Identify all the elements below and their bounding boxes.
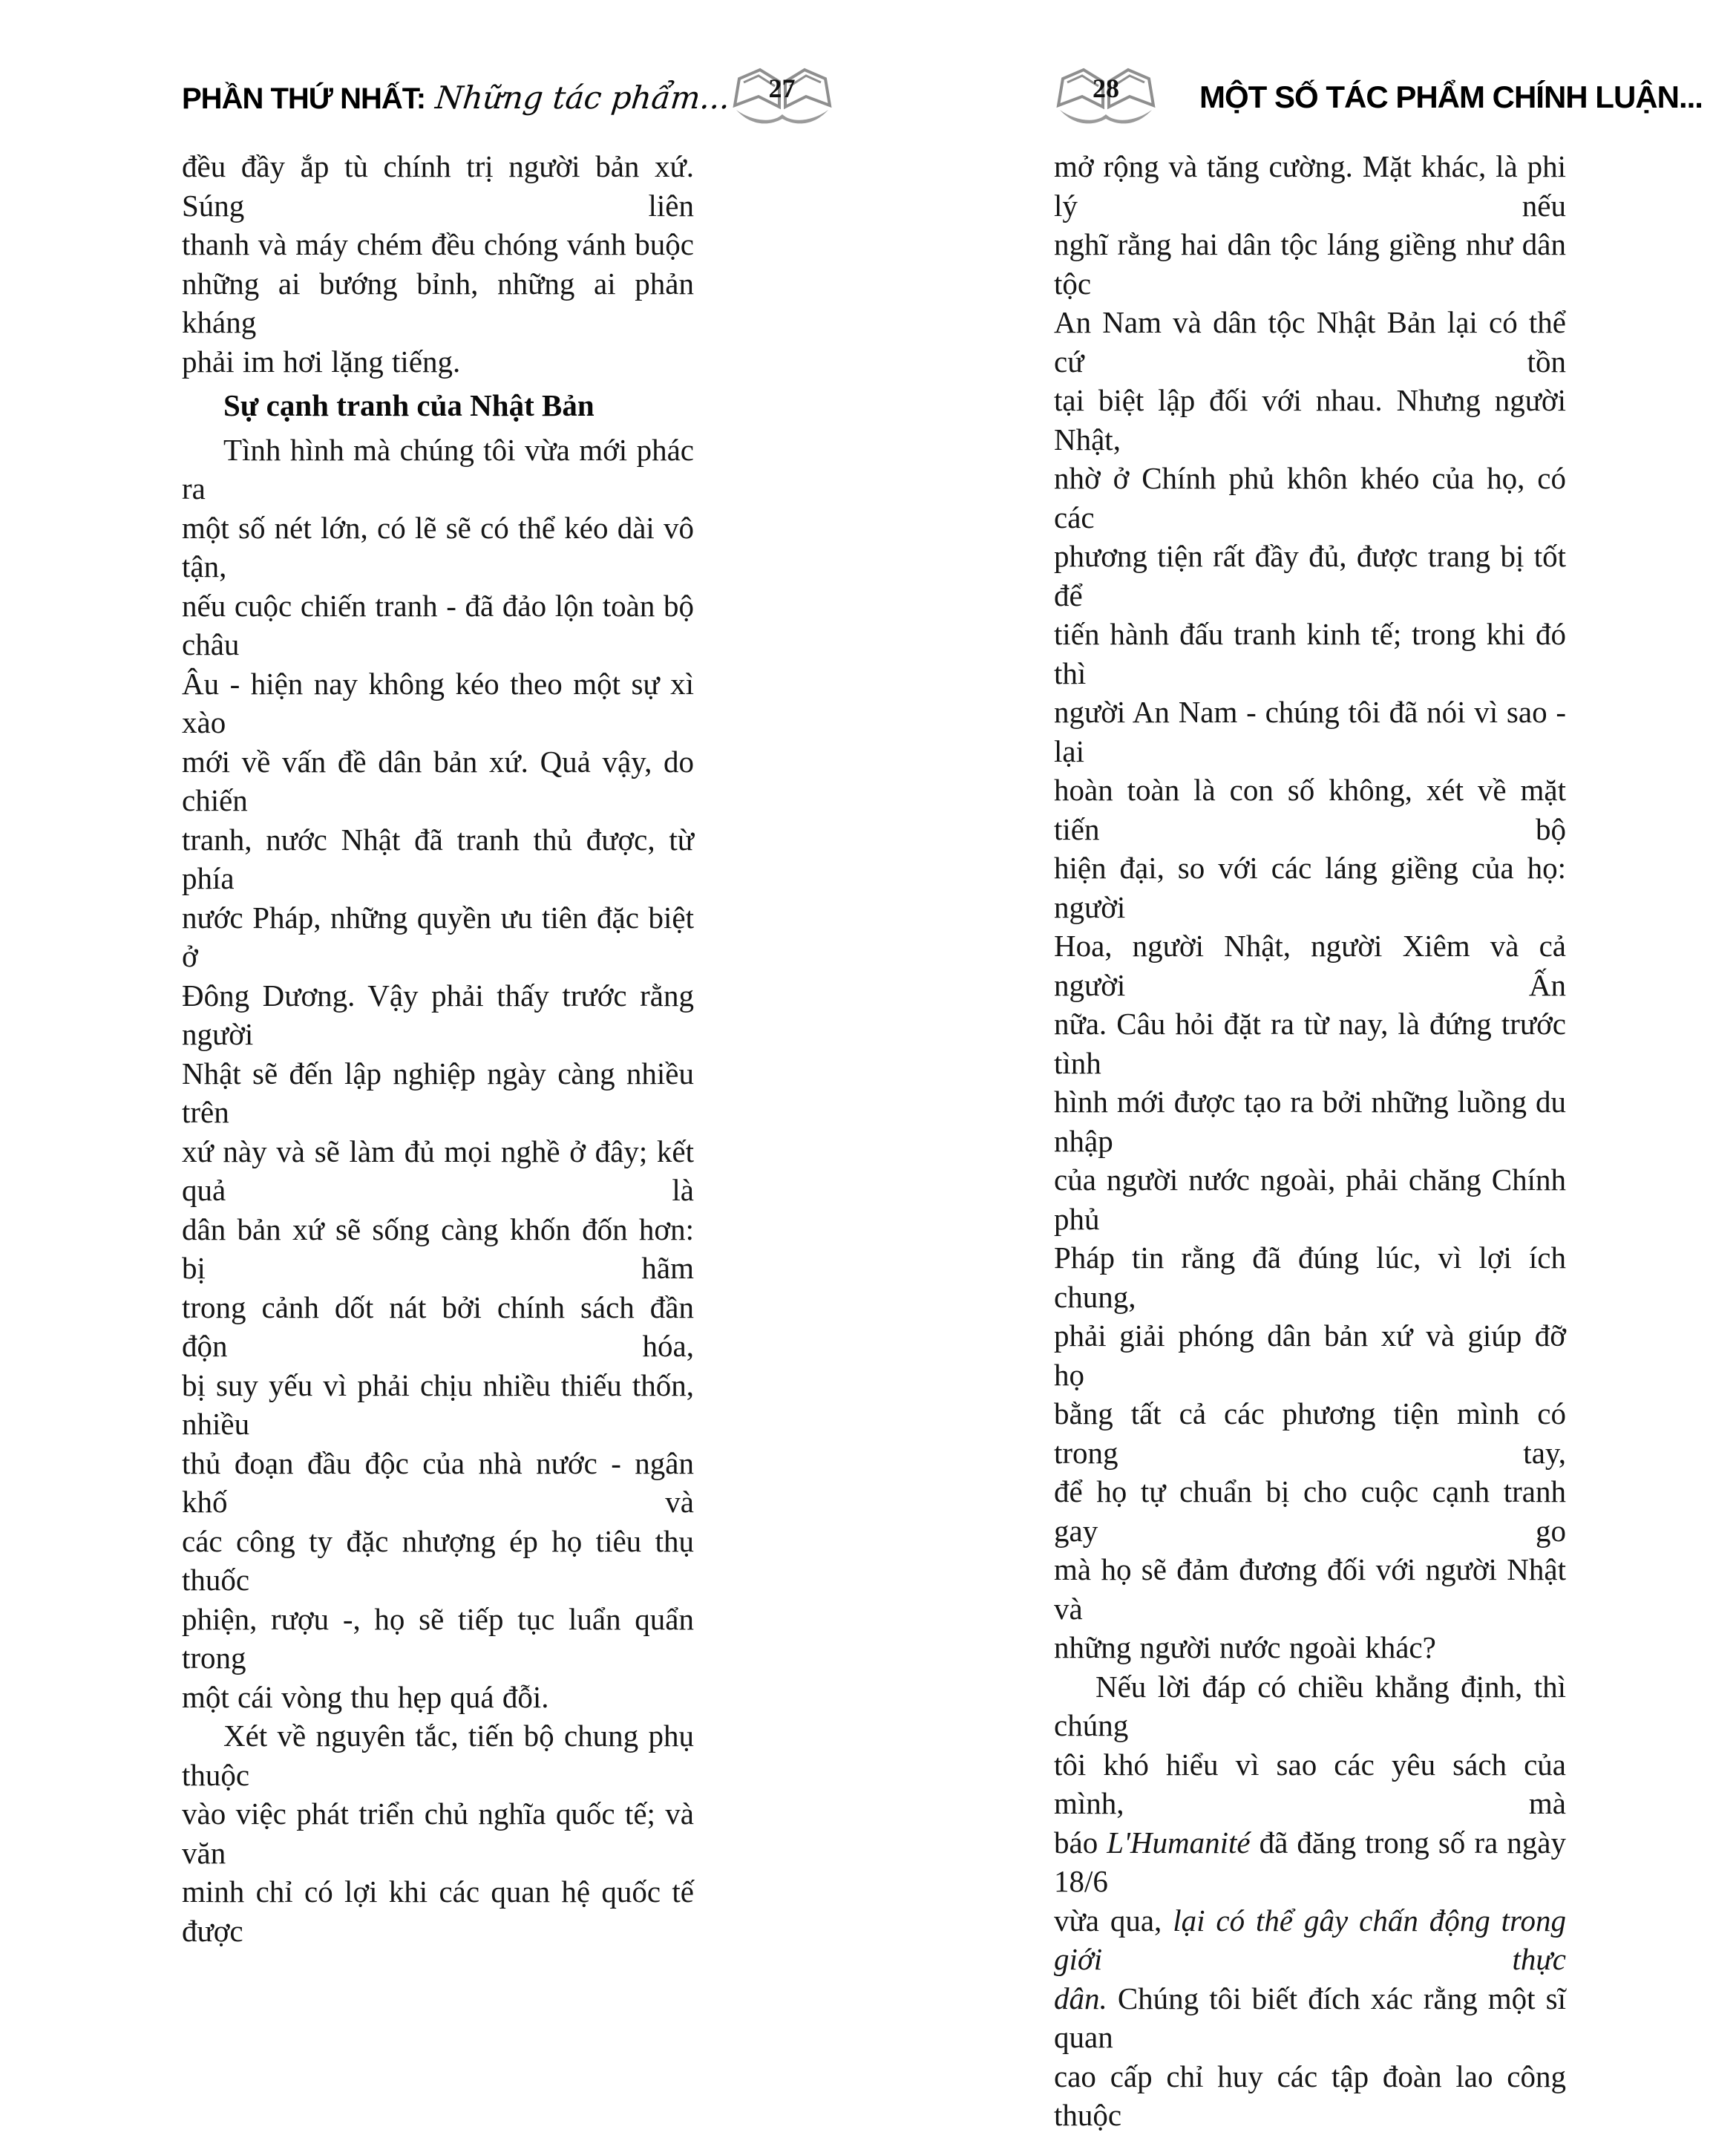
text-line: một số nét lớn, có lẽ sẽ có thể kéo dài vô tận, [182, 510, 694, 583]
text-line: nhờ ở Chính phủ khôn khéo của họ, có các [1054, 461, 1566, 534]
text-line: cao cấp chỉ huy các tập đoàn lao công thuộc [1054, 2059, 1566, 2132]
text-segment: Chúng tôi biết đích xác rằng một sĩ quan [1054, 1981, 1566, 2054]
text-line: hoàn toàn là con số không, xét về mặt tiến bộ [1054, 773, 1566, 846]
part-label: PHẦN THỨ NHẤT: [182, 82, 426, 115]
text-line: Đông Dương. Vậy phải thấy trước rằng người [182, 978, 694, 1051]
text-line: người An Nam - chúng tôi đã nói vì sao - lại [1054, 695, 1566, 768]
page-number: 28 [1093, 73, 1119, 103]
running-header-left-text [182, 79, 733, 116]
text-line [1054, 1901, 1566, 1979]
text-line: những ai bướng bỉnh, những ai phản kháng [182, 266, 694, 339]
text-line: tại biệt lập đối với nhau. Nhưng người Nhật, [1054, 383, 1566, 457]
text-line: xứ này và sẽ làm đủ mọi nghề ở đây; kết quả là [182, 1134, 694, 1207]
text-line: vào việc phát triển chủ nghĩa quốc tế; và văn [182, 1796, 694, 1870]
text-line: Nếu lời đáp có chiều khẳng định, thì chúng [1054, 1669, 1566, 1742]
text-line: hình mới được tạo ra bởi những luồng du nhập [1054, 1085, 1566, 1158]
text-segment: vừa qua, [1054, 1903, 1173, 1938]
book-swoosh [1060, 110, 1152, 123]
text-line: các công ty đặc nhượng ép họ tiêu thụ thuốc [182, 1523, 694, 1597]
text-line: phải im hơi lặng tiếng. [182, 344, 461, 379]
text-line: phương tiện rất đầy đủ, được trang bị tốt để [1054, 539, 1566, 612]
text-line [1054, 1823, 1566, 1901]
running-header-left [182, 65, 796, 129]
text-line: tiến hành đấu tranh kinh tế; trong khi đó thì [1054, 617, 1566, 690]
text-line: phiện, rượu -, họ sẽ tiếp tục luẩn quẩn trong [182, 1601, 694, 1675]
text-line: trong cảnh dốt nát bởi chính sách đần độn hóa, [182, 1289, 694, 1363]
text-line: nghĩ rằng hai dân tộc láng giềng như dân tộc [1054, 227, 1566, 301]
text-line: thanh và máy chém đều chóng vánh buộc [182, 227, 694, 261]
body-text-right [1054, 147, 1566, 2135]
page-left [0, 0, 868, 1948]
text-line: minh chỉ có lợi khi các quan hệ quốc tế được [182, 1874, 694, 1948]
text-line: bằng tất cả các phương tiện mình có trong tay, [1054, 1396, 1566, 1470]
text-line: nữa. Câu hỏi đặt ra từ nay, là đứng trước tình [1054, 1007, 1566, 1080]
text-line: Tình hình mà chúng tôi vừa mới phác ra [182, 432, 694, 506]
text-line: nước Pháp, những quyền ưu tiên đặc biệt ở [182, 900, 694, 973]
text-line: Nhật sẽ đến lập nghiệp ngày càng nhiều trên [182, 1056, 694, 1129]
text-line: phải giải phóng dân bản xứ và giúp đỡ họ [1054, 1318, 1566, 1392]
body-text-left [182, 147, 694, 1950]
text-line: một cái vòng thu hẹp quá đỗi. [182, 1679, 549, 1714]
page-number: 27 [768, 73, 796, 103]
italic-text: L'Humanité [1107, 1825, 1251, 1860]
section-heading: Sự cạnh tranh của Nhật Bản [223, 388, 595, 422]
italic-text: lại có thể gây chấn động trong giới thực [1054, 1903, 1566, 1976]
text-line: thủ đoạn đầu độc của nhà nước - ngân khố và [182, 1445, 694, 1519]
page-right [868, 0, 1736, 2132]
text-line: tôi khó hiểu vì sao các yêu sách của mình, mà [1054, 1747, 1566, 1820]
part-title-script: Những tác phẩm... [433, 79, 733, 116]
text-line: nếu cuộc chiến tranh - đã đảo lộn toàn bộ châu [182, 588, 694, 661]
text-line: Âu - hiện nay không kéo theo một sự xì xào [182, 666, 694, 739]
text-line: mà họ sẽ đảm đương đối với người Nhật và [1054, 1552, 1566, 1626]
text-line: bị suy yếu vì phải chịu nhiều thiếu thốn, nhiều [182, 1367, 694, 1441]
section-title: MỘT SỐ TÁC PHẨM CHÍNH LUẬN... [1199, 79, 1703, 114]
running-header-right [1054, 65, 1703, 129]
text-segment: đã đăng trong số ra ngày 18/6 [1054, 1825, 1566, 1898]
text-line: đều đầy ắp tù chính trị người bản xứ. Súng liên [182, 149, 694, 223]
book-swoosh [736, 110, 828, 123]
text-line [1054, 1979, 1566, 2057]
italic-text: dân. [1054, 1981, 1107, 2015]
text-line: Xét về nguyên tắc, tiến bộ chung phụ thuộc [182, 1719, 694, 1792]
text-line: để họ tự chuẩn bị cho cuộc cạnh tranh gay go [1054, 1474, 1566, 1548]
text-line: mở rộng và tăng cường. Mặt khác, là phi lý nếu [1054, 149, 1566, 223]
text-line: dân bản xứ sẽ sống càng khốn đốn hơn: bị hãm [182, 1212, 694, 1285]
text-line: của người nước ngoài, phải chăng Chính phủ [1054, 1163, 1566, 1236]
page-number-badge [730, 67, 834, 128]
text-line: Pháp tin rằng đã đúng lúc, vì lợi ích chung, [1054, 1240, 1566, 1314]
text-line: những người nước ngoài khác? [1054, 1630, 1436, 1664]
text-line: tranh, nước Nhật đã tranh thủ được, từ phía [182, 822, 694, 895]
text-segment: báo [1054, 1825, 1107, 1860]
text-line: mới về vấn đề dân bản xứ. Quả vậy, do chiến [182, 744, 694, 817]
page-number-badge [1054, 67, 1158, 128]
text-line: An Nam và dân tộc Nhật Bản lại có thể cứ tồn [1054, 305, 1566, 379]
text-line: hiện đại, so với các láng giềng của họ: người [1054, 851, 1566, 924]
text-line: Hoa, người Nhật, người Xiêm và cả người Ấn [1054, 929, 1566, 1002]
